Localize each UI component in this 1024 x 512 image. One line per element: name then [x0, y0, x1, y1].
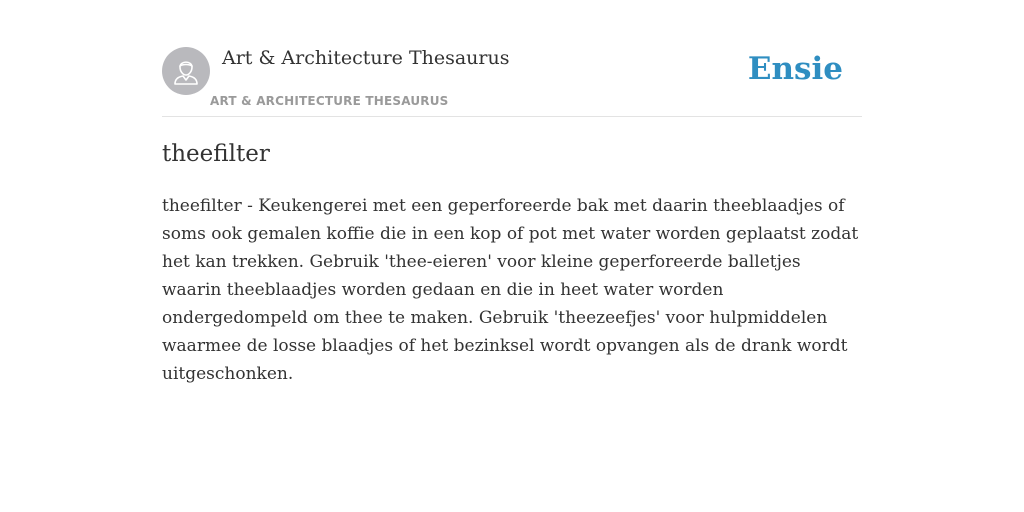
- entry-term: theefilter: [162, 141, 270, 167]
- author-avatar[interactable]: [162, 47, 210, 95]
- brand-logo[interactable]: Ensie: [747, 51, 843, 87]
- source-label[interactable]: ART & ARCHITECTURE THESAURUS: [210, 94, 449, 108]
- author-name[interactable]: Art & Architecture Thesaurus: [222, 47, 510, 69]
- user-icon: [162, 47, 210, 95]
- entry-definition: theefilter - Keukengerei met een geperforeerde bak met daarin theeblaadjes of soms ook gemalen koffie die in een kop of pot met water worden geplaatst zodat het kan trekken. Gebruik 'thee-eieren' voor kleine geperforeerde balletjes waarin theeblaadjes worden gedaan en die in heet water worden ondergedompeld om thee te maken. Gebruik 'theezeefjes' voor hulpmiddelen waarmee de losse blaadjes of het bezinksel wordt opvangen als de drank wordt uitgeschonken.: [162, 196, 859, 384]
- entry-header: [162, 0, 862, 117]
